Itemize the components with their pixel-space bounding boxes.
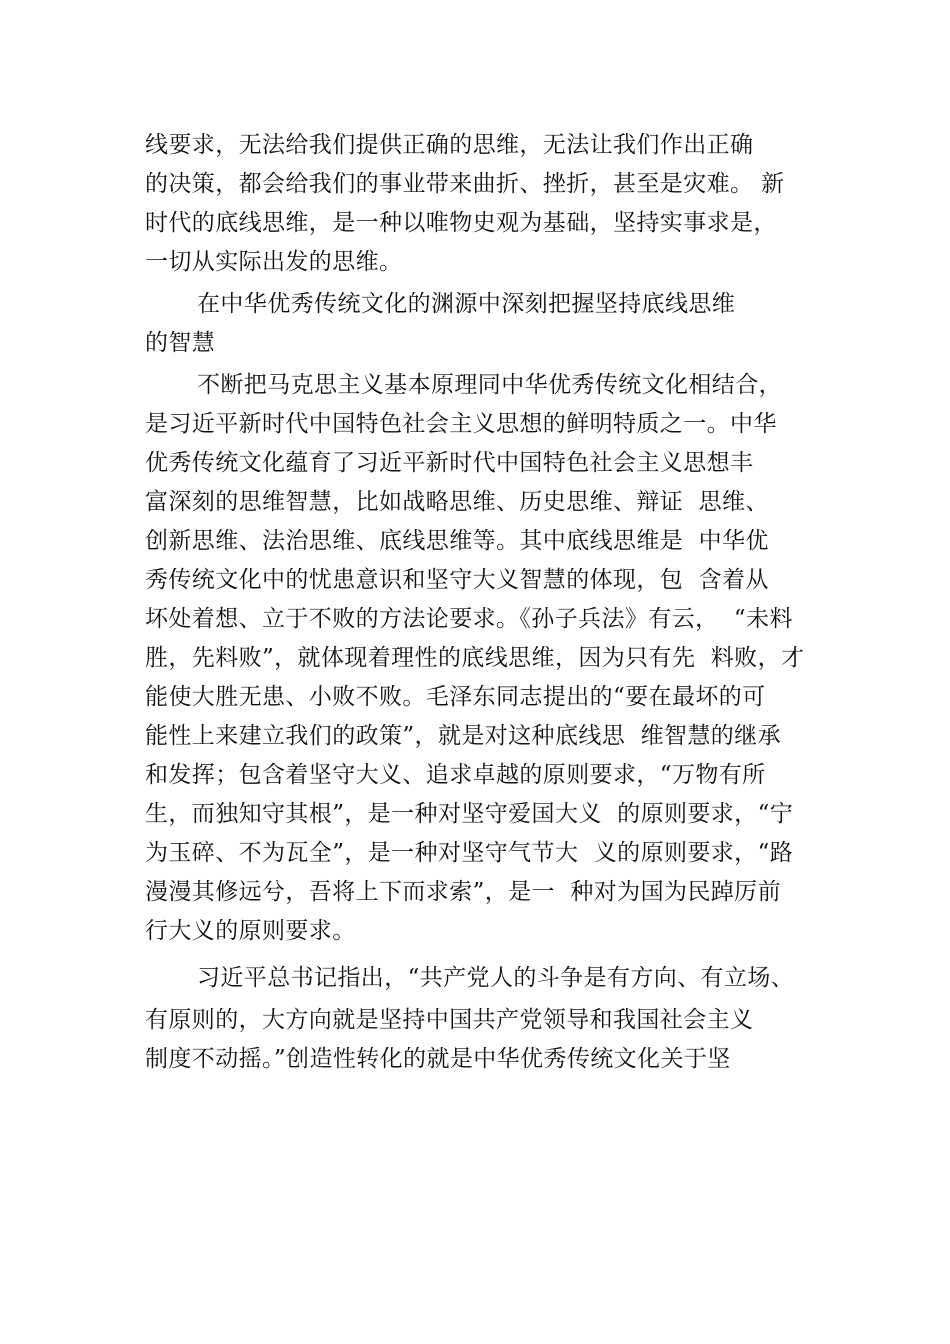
text-line: 漫漫其修远兮，吾将上下而求索”，是一 种对为国为民踔厉前 [145,879,781,905]
text-line: 线要求，无法给我们提供正确的思维，无法让我们作出正确 [145,132,754,158]
text-line: 一切从实际出发的思维。 [145,249,403,275]
text-line: 和发挥；包含着坚守大义、追求卓越的原则要求，“万物有所 [145,762,766,788]
section-heading-continuation: 的智慧 [145,330,216,356]
text-line: 富深刻的思维智慧，比如战略思维、历史思维、辩证 思维、 [145,489,769,515]
text-line: 为玉碎、不为瓦全”，是一种对坚守气节大 义的原则要求，“路 [145,840,794,866]
text-line: 是习近平新时代中国特色社会主义思想的鲜明特质之一。中华 [145,411,777,437]
text-line: 胜，先料败”，就体现着理性的底线思维，因为只有先 料败，才 [145,645,805,671]
text-line: 有原则的，大方向就是坚持中国共产党领导和我国社会主义 [145,1007,754,1033]
text-line: 习近平总书记指出，“共产党人的斗争是有方向、有立场、 [197,965,795,991]
text-line: 能使大胜无患、小败不败。毛泽东同志提出的“要在最坏的可 [145,684,766,710]
text-line: 优秀传统文化蕴育了习近平新时代中国特色社会主义思想丰 [145,450,754,476]
text-line: 时代的底线思维，是一种以唯物史观为基础，坚持实事求是， [145,210,777,236]
text-line: 坏处着想、立于不败的方法论要求。《孙子兵法》有云， “未料 [145,606,793,632]
text-line: 秀传统文化中的忧患意识和坚守大义智慧的体现，包 含着从 [145,567,769,593]
text-line: 的决策，都会给我们的事业带来曲折、挫折，甚至是灾难。 新 [145,171,785,197]
text-line: 能性上来建立我们的政策”，就是对这种底线思 维智慧的继承 [145,723,781,749]
section-heading: 在中华优秀传统文化的渊源中深刻把握坚持底线思维 [197,291,736,317]
text-line: 生，而独知守其根”，是一种对坚守爱国大义 的原则要求，“宁 [145,801,794,827]
text-line: 创新思维、法治思维、底线思维等。其中底线思维是 中华优 [145,528,769,554]
text-line: 制度不动摇。”创造性转化的就是中华优秀传统文化关于坚 [145,1046,731,1072]
text-line: 不断把马克思主义基本原理同中华优秀传统文化相结合， [197,372,782,398]
document-body [145,126,845,1079]
text-line: 行大义的原则要求。 [145,918,356,944]
